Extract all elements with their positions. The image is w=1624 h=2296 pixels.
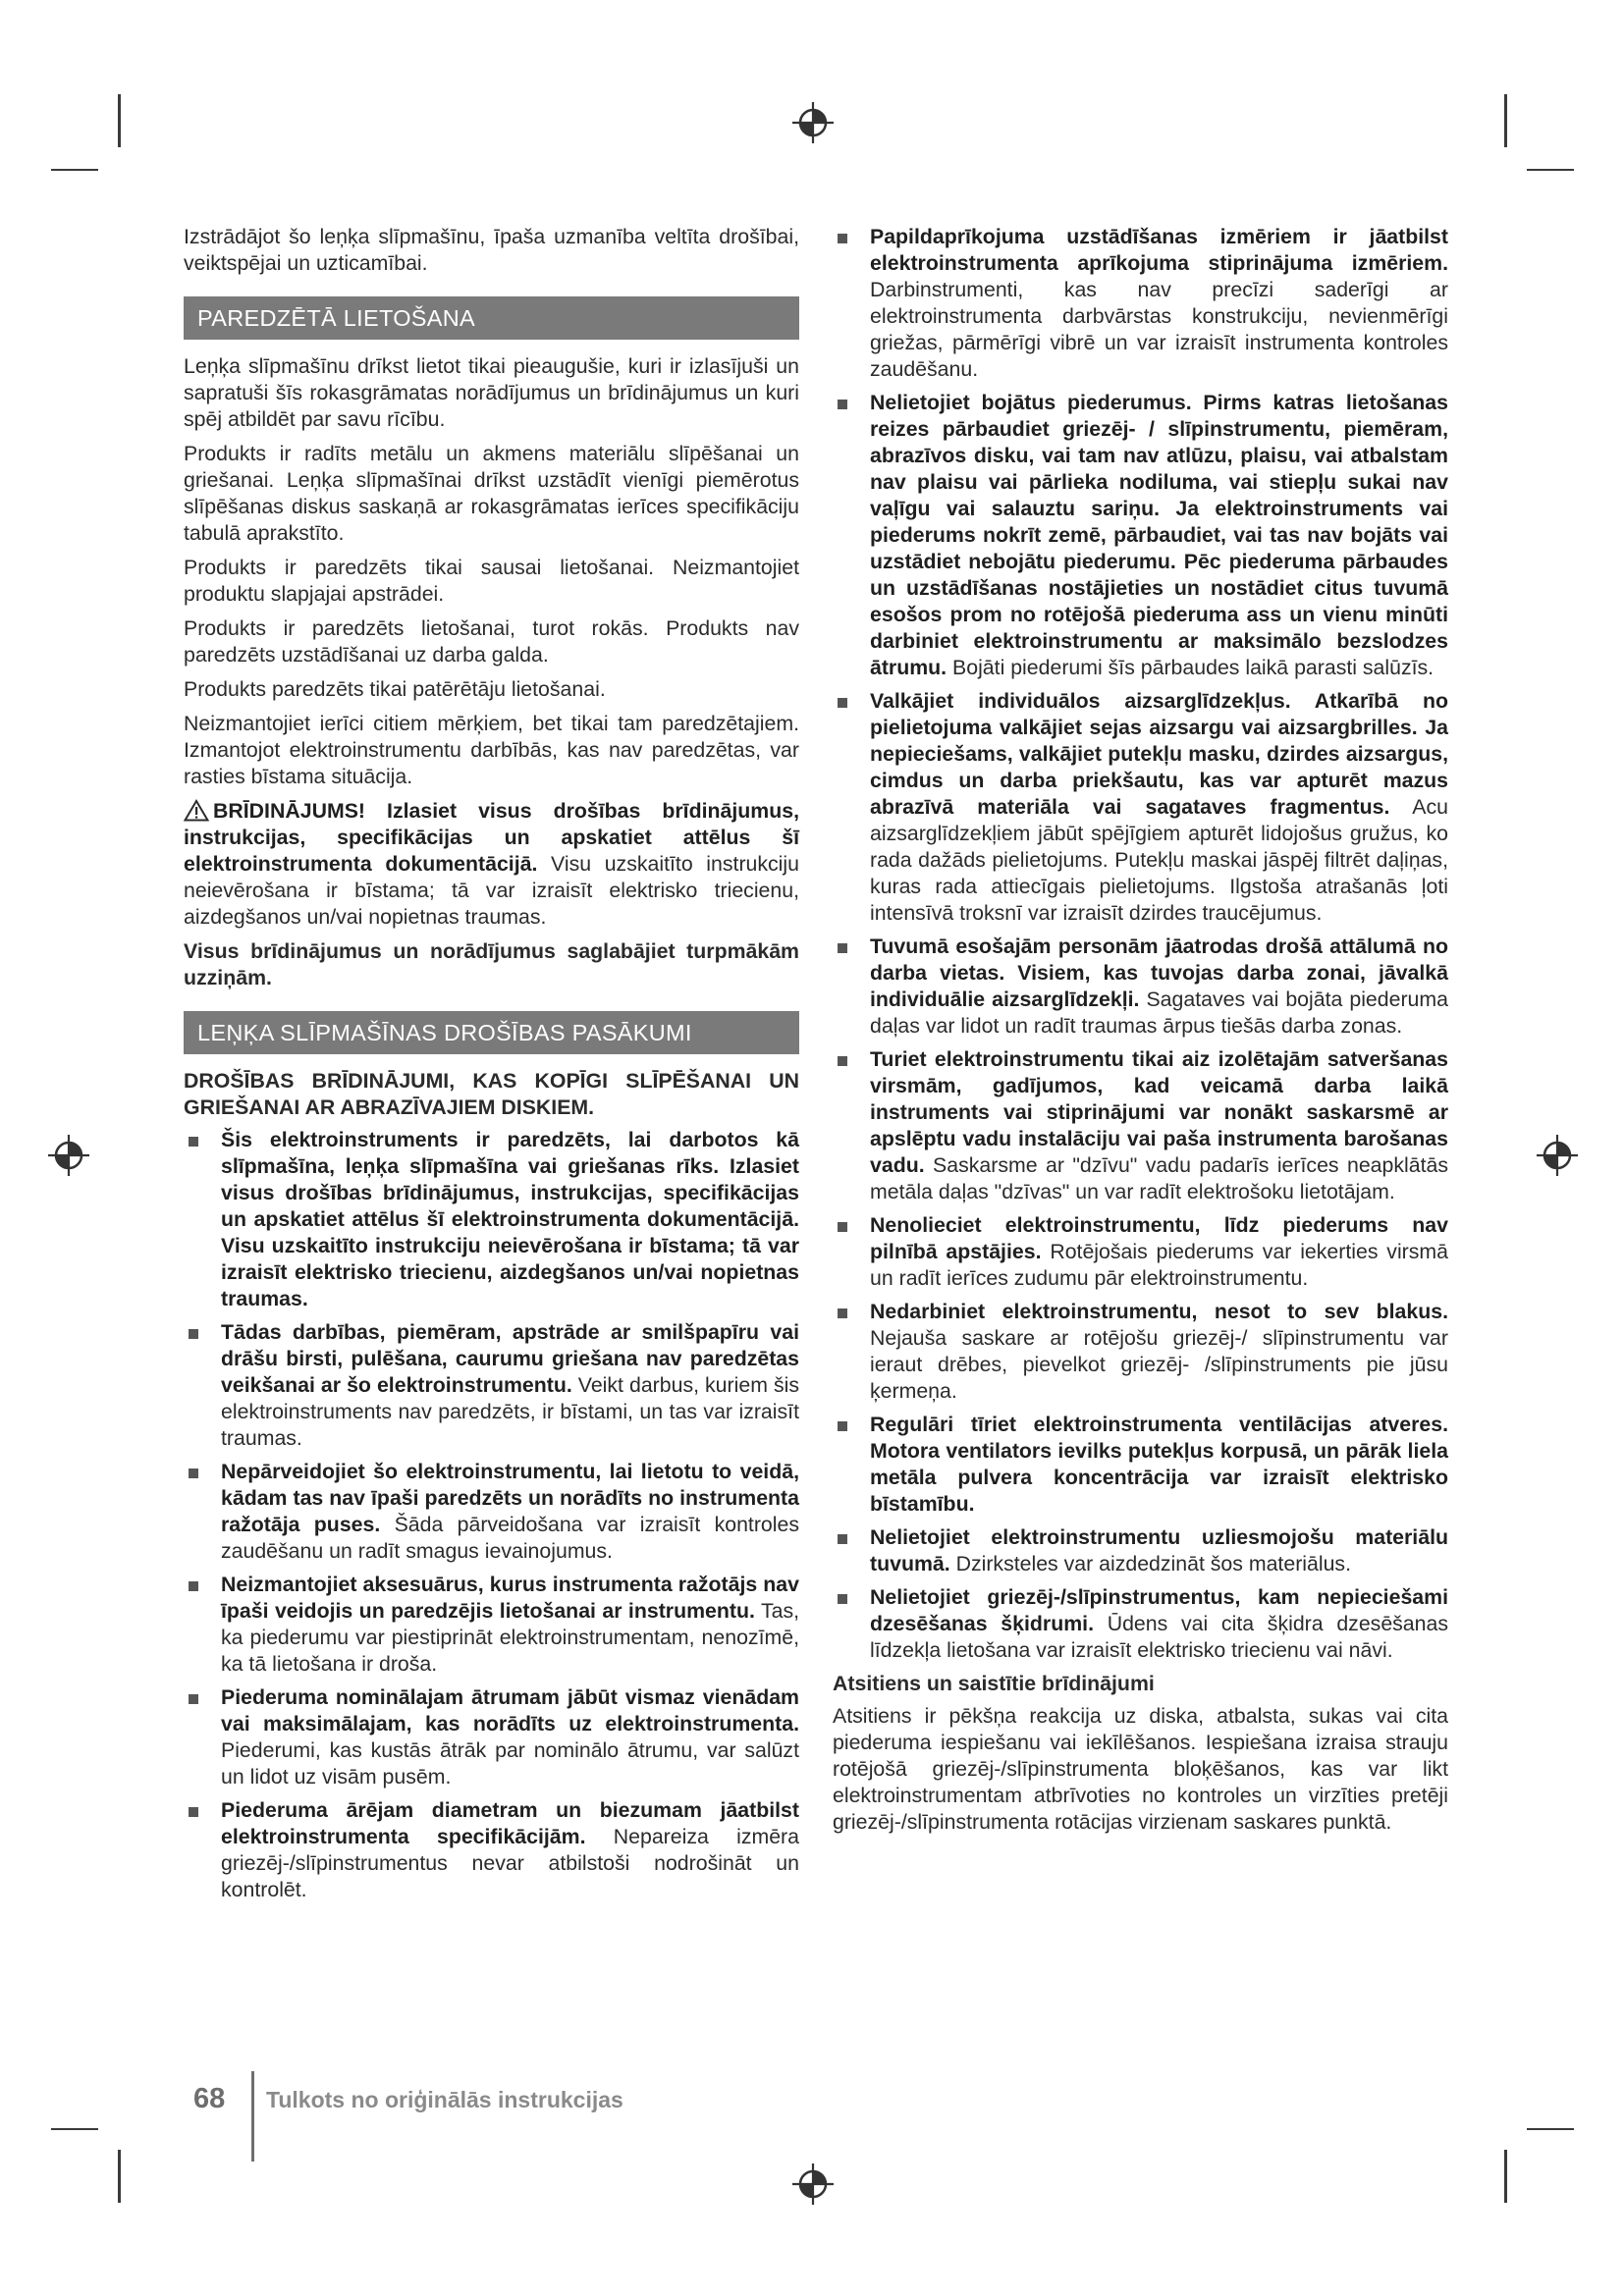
crop-mark: [118, 2150, 121, 2203]
list-item-text: Acu aizsarglīdzekļiem jābūt spējīgiem apturēt lidojošus gružus, ko rada dažāds pielietojums. Putekļu maskai jāspēj filtrēt daļiņas, kuras rada attiecīgais pielietojums. Ilgstoša atrašanās ļoti intensīvā troksnī var izraisīt dzirdes traucējumus.: [870, 795, 1448, 925]
bullet-square-icon: [189, 1468, 198, 1478]
crop-mark: [1504, 94, 1507, 147]
footer-divider: [251, 2071, 254, 2162]
warning-paragraph: [184, 798, 799, 931]
list-item: [833, 1584, 1448, 1664]
kickback-paragraph: Atsitiens ir pēkšņa reakcija uz diska, atbalsta, sukas vai cita piederuma iespiešanu vai iekīlēšanos. Iespiešana izraisa strauju rotējošā griezēj-/slīpinstrumenta bloķēšanos, kas var likt elektroinstrumentam atbrīvoties no kontroles un virzīties pretēji griezēj-/slīpinstrumenta rotācijas virzienam saskares punktā.: [833, 1704, 1448, 1834]
bullet-square-icon: [838, 1308, 847, 1318]
bullet-square-icon: [838, 1421, 847, 1431]
intended-use-paragraph: Produkts paredzēts tikai patērētāju lietošanai.: [184, 677, 606, 701]
bullet-square-icon: [838, 1594, 847, 1604]
crop-mark: [1527, 169, 1574, 171]
list-item-text: Ūdens vai cita šķidra dzesēšanas līdzekļa lietošana var izraisīt elektrisko triecienu vai nāvi.: [870, 1612, 1448, 1662]
list-item: [833, 1299, 1448, 1405]
bullet-square-icon: [189, 1807, 198, 1817]
list-item: [184, 1684, 799, 1790]
list-item-text: Bojāti piederumi šīs pārbaudes laikā parasti salūzīs.: [947, 656, 1435, 679]
crop-mark: [1504, 2150, 1507, 2203]
list-item: [184, 1797, 799, 1903]
crop-mark: [51, 2128, 98, 2130]
list-item-text: Darbinstrumenti, kas nav precīzi saderīgi ar elektroinstrumenta darbvārstas konstrukciju, nevienmērīgi griežas, pārmērīgi vibrē un var izraisīt instrumenta kontroles zaudēšanu.: [870, 278, 1448, 381]
list-item: [833, 1046, 1448, 1205]
section-heading-intended-use: PAREDZĒTĀ LIETOŠANA: [184, 296, 799, 340]
list-item-text: Nepareiza izmēra griezēj-/slīpinstrumentus nevar atbilstoši nodrošināt un kontrolēt.: [221, 1825, 799, 1901]
intended-use-paragraph: Produkts ir paredzēts tikai sausai lietošanai. Neizmantojiet produktu slapjajai apstrādei.: [184, 556, 799, 606]
list-item-text: Nejauša saskare ar rotējošu griezēj-/ slīpinstrumentu var ieraut drēbes, pievelkot griezēj- /slīpinstruments pie jūsu ķermeņa.: [870, 1326, 1448, 1403]
intended-use-paragraph: Neizmantojiet ierīci citiem mērķiem, bet tikai tam paredzētajiem. Izmantojot elektroinstrumentu darbībās, kas nav paredzētas, var rasties bīstama situācija.: [184, 712, 799, 788]
list-item-bold: Turiet elektroinstrumentu tikai aiz izolētajām satveršanas virsmām, gadījumos, kad veicamā darba laikā instruments vai stiprinājumi var nonākt saskarsmē ar apslēptu vadu instalāciju vai paša instrumenta barošanas vadu.: [870, 1047, 1448, 1177]
list-item-bold: Piederuma ārējam diametram un biezumam jāatbilst elektroinstrumenta specifikācijām.: [221, 1798, 799, 1848]
crop-mark: [118, 94, 121, 147]
bullet-square-icon: [838, 400, 847, 409]
list-item: [833, 1412, 1448, 1518]
list-item-bold: Šis elektroinstruments ir paredzēts, lai darbotos kā slīpmašīna, leņķa slīpmašīna vai griešanas rīks. Izlasiet visus drošības brīdinājumus, instrukcijas, specifikācijas un apskatiet attēlus šī elektroinstrumenta dokumentācijā. Visu uzskaitīto instrukciju neievērošana ir bīstama; tā var izraisīt elektrisko triecienu, aizdegšanos un/vai nopietnas traumas.: [221, 1128, 799, 1310]
bullet-square-icon: [838, 1222, 847, 1232]
list-item-bold: Regulāri tīriet elektroinstrumenta ventilācijas atveres. Motora ventilators ievilks putekļus korpusā, un pārāk liela metāla pulvera koncentrācija var izraisīt elektrisko bīstamību.: [870, 1413, 1448, 1516]
registration-mark-icon: [1535, 1133, 1580, 1178]
list-item-text: Sagataves vai bojāta piederuma daļas var lidot un radīt traumas ārpus tiešās darba zonas.: [870, 988, 1448, 1038]
bullet-square-icon: [838, 234, 847, 243]
page-number: 68: [193, 2083, 226, 2114]
warning-text: Visu uzskaitīto instrukciju neievērošana ir bīstama; tā var izraisīt elektrisko triecienu, aizdegšanos un/vai nopietnas traumas.: [184, 852, 799, 929]
list-item: [833, 224, 1448, 383]
registration-mark-icon: [790, 2162, 836, 2207]
bullet-square-icon: [189, 1329, 198, 1339]
bullet-square-icon: [189, 1694, 198, 1704]
footer-text: Tulkots no oriģinālās instrukcijas: [266, 2087, 623, 2112]
bullet-square-icon: [838, 698, 847, 708]
bullet-square-icon: [838, 1534, 847, 1544]
list-item: [833, 1212, 1448, 1292]
list-item-bold: Nepārveidojiet šo elektroinstrumentu, lai lietotu to veidā, kādam tas nav īpaši paredzēts un norādīts no instrumenta ražotāja puses.: [221, 1460, 799, 1536]
crop-mark: [51, 169, 98, 171]
list-item-bold: Piederuma nominālajam ātrumam jābūt vismaz vienādam vai maksimālajam, kas norādīts uz elektroinstrumenta.: [221, 1685, 799, 1735]
list-item: [184, 1572, 799, 1678]
list-item: [833, 934, 1448, 1040]
list-item-text: Šāda pārveidošana var izraisīt kontroles zaudēšanu un radīt smagus ievainojumus.: [221, 1513, 800, 1563]
keep-instructions-note: Visus brīdinājumus un norādījumus saglabājiet turpmākām uzziņām.: [184, 939, 799, 989]
list-item-bold: Papildaprīkojuma uzstādīšanas izmēriem ir jāatbilst elektroinstrumenta aprīkojuma stiprinājuma izmēriem.: [870, 225, 1448, 275]
list-item-text: Veikt darbus, kuriem šis elektroinstruments nav paredzēts, ir bīstami, un tas var izraisīt traumas.: [221, 1373, 799, 1450]
list-item: [833, 1524, 1448, 1577]
bullet-square-icon: [189, 1137, 198, 1147]
list-item-text: Dzirksteles var aizdedzināt šos materiālus.: [949, 1552, 1351, 1575]
right-column: [833, 224, 1448, 1843]
registration-mark-icon: [790, 100, 836, 145]
list-item: [833, 688, 1448, 927]
intro-paragraph: Izstrādājot šo leņķa slīpmašīnu, īpaša uzmanība veltīta drošībai, veiktspējai un uzticamībai.: [184, 225, 799, 275]
list-item: [184, 1127, 799, 1312]
safety-list-right: [833, 224, 1448, 1664]
list-item: [833, 390, 1448, 681]
list-item-bold: Nelietojiet elektroinstrumentu uzliesmojošu materiālu tuvumā.: [870, 1525, 1448, 1575]
safety-subheading: DROŠĪBAS BRĪDINĀJUMI, KAS KOPĪGI SLĪPĒŠANAI UN GRIEŠANAI AR ABRAZĪVAJIEM DISKIEM.: [184, 1069, 799, 1119]
list-item-bold: Valkājiet individuālos aizsarglīdzekļus. Atkarībā no pielietojuma valkājiet sejas aizsargu vai aizsargbrilles. Ja nepieciešams, valkājiet putekļu masku, dzirdes aizsargus, cimdus un darba priekšautu, kas var apturēt mazus abrazīvā materiāla vai sagataves fragmentus.: [870, 689, 1448, 819]
warning-bold: BRĪDINĀJUMS! Izlasiet visus drošības brīdinājumus, instrukcijas, specifikācijas un apskatiet attēlus šī elektroinstrumenta dokumentācijā.: [184, 799, 799, 876]
left-column: [184, 224, 799, 1910]
list-item-bold: Tādas darbības, piemēram, apstrāde ar smilšpapīru vai drāšu birsti, pulēšana, caurumu griešana nav paredzētas veikšanai ar šo elektroinstrumentu.: [221, 1320, 799, 1397]
list-item-text: Saskarsme ar "dzīvu" vadu padarīs ierīces neapklātās metāla daļas "dzīvas" un var radīt elektrošoku lietotājam.: [870, 1153, 1448, 1203]
section-heading-safety: LEŅĶA SLĪPMAŠĪNAS DROŠĪBAS PASĀKUMI: [184, 1011, 799, 1054]
list-item-text: Tas, ka piederumu var piestiprināt elektroinstrumentam, nenozīmē, ka tā lietošana ir droša.: [221, 1599, 800, 1676]
intended-use-paragraph: Leņķa slīpmašīnu drīkst lietot tikai pieaugušie, kuri ir izlasījuši un sapratuši šīs rokasgrāmatas norādījumus un brīdinājumus un kuri spēj atbildēt par savu rīcību.: [184, 354, 799, 431]
list-item-bold: Nelietojiet bojātus piederumus. Pirms katras lietošanas reizes pārbaudiet griezēj- / slīpinstrumentu, piemēram, abrazīvos disku, vai tam nav atlūzu, plaisu, vai atbalstam nav plaisu vai pārlieka nodiluma, vai stiepļu sukai nav vaļīgu vai salauztu sariņu. Ja elektroinstruments vai piederums nokrīt zemē, pārbaudiet, vai tas nav bojāts vai uzstādiet nebojātu piederumu. Pēc piederuma pārbaudes un uzstādīšanas nostājieties un nostādiet citus tuvumā esošos prom no rotējošā piederuma ass un vienu minūti darbiniet elektroinstrumentu ar maksimālo bezslodzes ātrumu.: [870, 391, 1448, 679]
list-item: [184, 1459, 799, 1565]
kickback-heading: Atsitiens un saistītie brīdinājumi: [833, 1672, 1155, 1695]
safety-list-left: [184, 1127, 799, 1903]
list-item-bold: Nelietojiet griezēj-/slīpinstrumentus, kam nepieciešami dzesēšanas šķidrumi.: [870, 1585, 1448, 1635]
warning-triangle-icon: [184, 799, 209, 822]
intended-use-paragraph: Produkts ir radīts metālu un akmens materiālu slīpēšanai un griešanai. Leņķa slīpmašīnai drīkst uzstādīt vienīgi piemērotus slīpēšanas diskus saskaņā ar rokasgrāmatas ierīces specifikāciju tabulā aprakstīto.: [184, 442, 799, 545]
list-item-bold: Tuvumā esošajām personām jāatrodas drošā attālumā no darba vietas. Visiem, kas tuvojas darba zonai, jāvalkā individuālie aizsarglīdzekļi.: [870, 934, 1448, 1011]
bullet-square-icon: [189, 1581, 198, 1591]
bullet-square-icon: [838, 943, 847, 953]
bullet-square-icon: [838, 1056, 847, 1066]
intended-use-paragraph: Produkts ir paredzēts lietošanai, turot rokās. Produkts nav paredzēts uzstādīšanai uz darba galda.: [184, 616, 799, 667]
list-item-text: Rotējošais piederums var iekerties virsmā un radīt ierīces zudumu pār elektroinstrumentu.: [870, 1240, 1449, 1290]
list-item-text: Piederumi, kas kustās ātrāk par nominālo ātrumu, var salūzt un lidot uz visām pusēm.: [221, 1738, 799, 1789]
registration-mark-icon: [46, 1133, 91, 1178]
list-item-bold: Nedarbiniet elektroinstrumentu, nesot to sev blakus.: [870, 1300, 1448, 1323]
list-item: [184, 1319, 799, 1452]
list-item-bold: Neizmantojiet aksesuārus, kurus instrumenta ražotājs nav īpaši veidojis un paredzējis lietošanai ar instrumentu.: [221, 1573, 799, 1623]
crop-mark: [1527, 2128, 1574, 2130]
list-item-bold: Nenolieciet elektroinstrumentu, līdz piederums nav pilnībā apstājies.: [870, 1213, 1448, 1263]
